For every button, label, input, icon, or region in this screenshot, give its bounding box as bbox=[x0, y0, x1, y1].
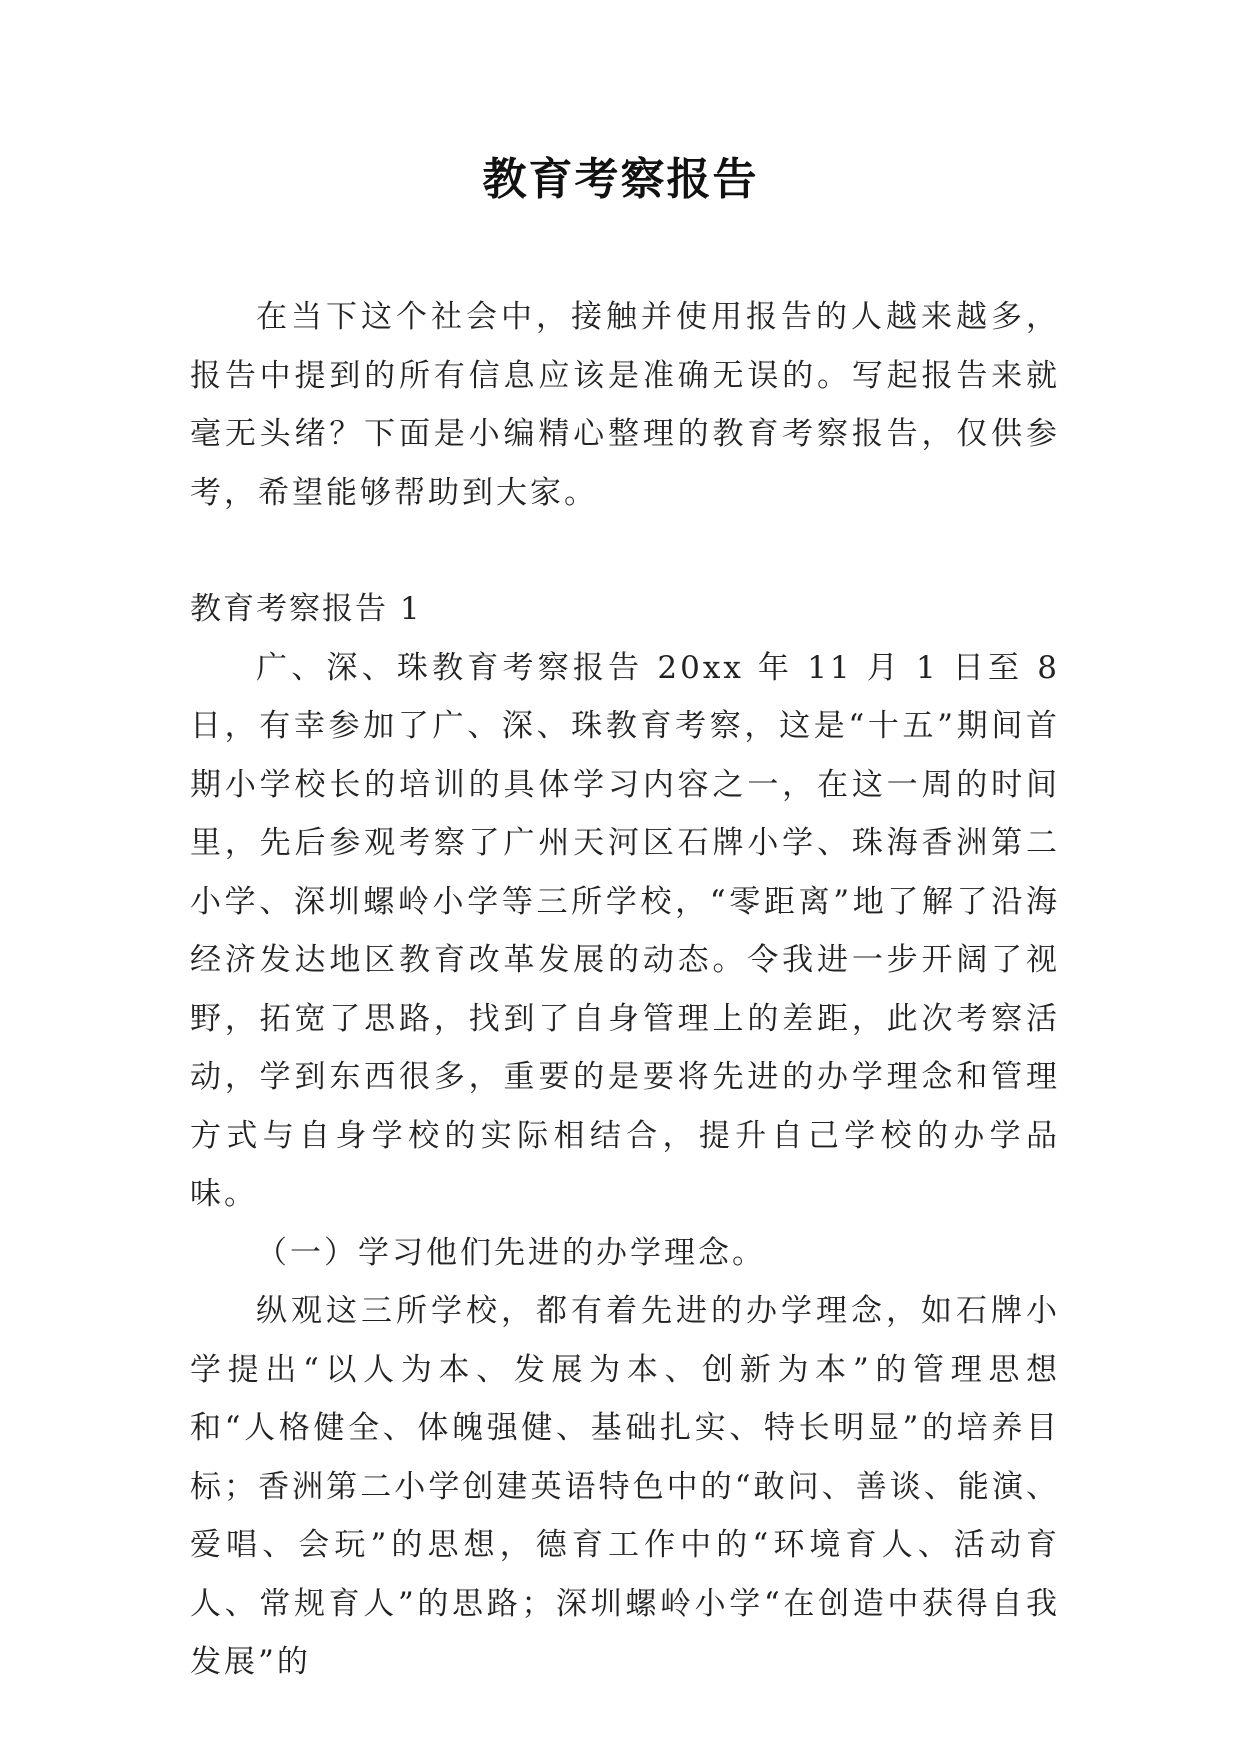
intro-paragraph: 在当下这个社会中，接触并使用报告的人越来越多，报告中提到的所有信息应该是准确无误的。写起报告来就毫无头绪？下面是小编精心整理的教育考察报告，仅供参考，希望能够帮助到大家。 bbox=[190, 299, 1060, 511]
document-title: 教育考察报告 bbox=[482, 154, 759, 205]
body-paragraph-1: 广、深、珠教育考察报告 20xx 年 11 月 1 日至 8 日，有幸参加了广、深、珠教育考察，这是“十五”期间首期小学校长的培训的具体学习内容之一，在这一周的时间里，先后参观考察了广州天河区石牌小学、珠海香洲第二小学、深圳螺岭小学等三所学校，“零距离”地了解了沿海经济发达地区教育改革发展的动态。令我进一步开阔了视野，拓宽了思路，找到了自身管理上的差距，此次考察活动，学到东西很多，重要的是要将先进的办学理念和管理方式与自身学校的实际相结合，提升自己学校的办学品味。 bbox=[190, 649, 1060, 1212]
document-body bbox=[190, 288, 1060, 1692]
section-heading: 教育考察报告 1 bbox=[190, 591, 422, 627]
paragraph-spacer bbox=[190, 522, 1060, 580]
subheading-1: （一）学习他们先进的办学理念。 bbox=[256, 1234, 766, 1271]
body-paragraph-2: 纵观这三所学校，都有着先进的办学理念，如石牌小学提出“以人为本、发展为本、创新为本”的管理思想和“人格健全、体魄强健、基础扎实、特长明显”的培养目标；香洲第二小学创建英语特色中的“敢问、善谈、能演、爱唱、会玩”的思想，德育工作中的“环境育人、活动育人、常规育人”的思路；深圳螺岭小学“在创造中获得自我发展”的 bbox=[190, 1293, 1060, 1680]
